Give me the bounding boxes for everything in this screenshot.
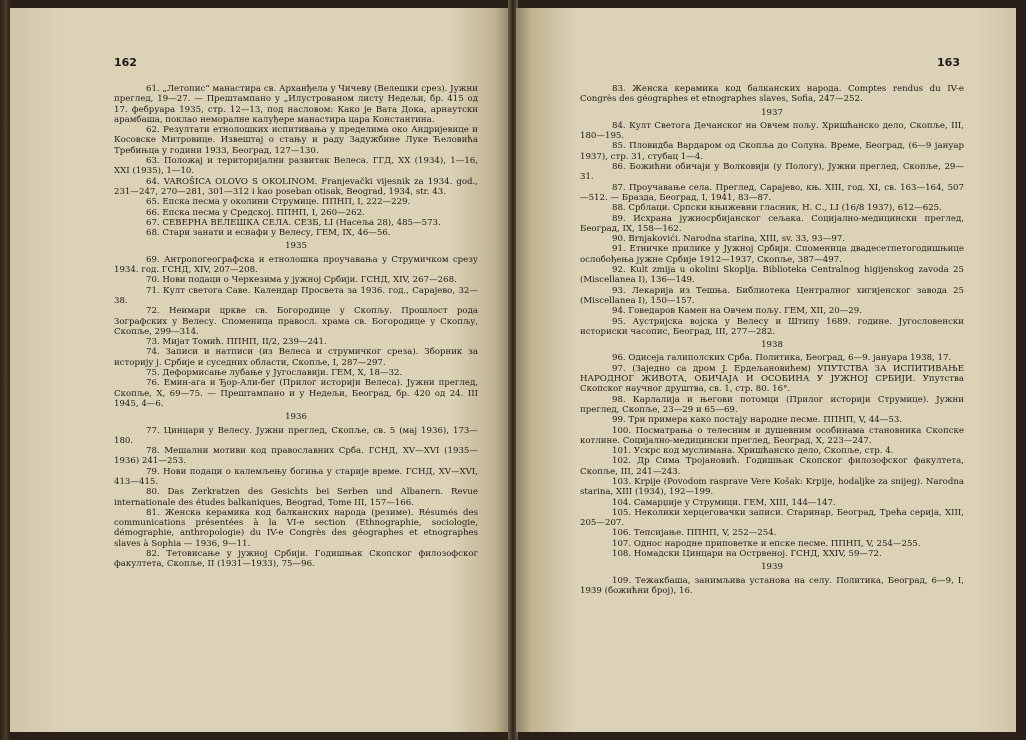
left-page-content: [114, 84, 478, 570]
bibliography-entry: 108. Номадски Цинцари на Острвеној. ГСНД, XXIV, 59—72.: [612, 549, 882, 560]
bibliography-entry: 109. Тежакбаша, занимљива установа на селу. Политика, Београд, 6—9, I, 1939 (божићни број), 16.: [580, 575, 964, 596]
bibliography-entry: 89. Исхрана јужносрбијанског сељака. Социјално-медицински преглед, Београд, IX, 158—162.: [580, 213, 964, 234]
bibliography-entry: 74. Записи и натписи (из Велеса и струмичког среза). Зборник за историју ј. Србије и суседних области, Скопље, I, 287—297.: [114, 347, 478, 368]
bibliography-entry: 72. Неимари цркве св. Богородице у Скопљу. Прошлост рода Зографских у Велесу. Споменица правосл. храма св. Богородице у Скопљу, Скопље, 299—314.: [114, 306, 478, 337]
bibliography-entry: 98. Карлалија и његови потомци (Прилог историји Струмице). Јужни преглед, Скопље, 23—29 и 65—69.: [580, 394, 964, 415]
bibliography-entry: 62. Резултати етнолошких испитивања у пределима око Андријевице и Косовске Митровице. Извештај о стању и раду Задужбине Луке Ћеловића Требињца у години 1933, Београд, 127—130.: [114, 125, 478, 156]
bibliography-entry: 79. Нови подаци о калемљењу богиња у старије време. ГСНД, XV—XVI, 413—415.: [114, 466, 478, 487]
bibliography-entry: 100. Посматрања о телесним и душевним особинама становника Скопске котлине. Социјално-медицински преглед, Београд, X, 223—247.: [580, 425, 964, 446]
bibliography-entry: 85. Пловидба Вардаром од Скопља до Солуна. Време, Београд, (6—9 јануар 1937), стр. 31, стубац 1—4.: [580, 141, 964, 162]
bibliography-entry: 68. Стари занати и еснафи у Велесу, ГЕМ, IX, 46—56.: [146, 228, 391, 239]
bibliography-entry: 107. Однос народне приповетке и епске песме. ППНП, V, 254—255.: [612, 538, 921, 549]
left-page: [10, 8, 510, 732]
bibliography-entry: 105. Неколики херцеговачки записи. Старинар, Београд, Трећа серија, XIII, 205—207.: [580, 507, 964, 529]
bibliography-entry: 95. Аустријска војска у Велесу и Штипу 1689. године. Југословенски историски часопис, Београд, III, 277—282.: [580, 316, 964, 337]
bibliography-entry: 75. Деформисање лубање у Југославији. ГЕМ, X, 18—32.: [146, 368, 403, 379]
bibliography-entry: 104. Самарџије у Струмици. ГЕМ, XIII, 144—147.: [612, 497, 836, 508]
year-heading: 1936: [285, 412, 307, 423]
bibliography-entry: 66. Епска песма у Средској. ППНП, I, 260—262.: [146, 207, 365, 218]
bibliography-entry: 76. Емин-ага и Ђор-Али-бег (Прилог историји Велеса). Јужни преглед, Скопље, X, 69—75. — Прештампано и у Недељи, Београд, бр. 420 од 24. III 1945, 4—6.: [114, 378, 478, 409]
year-heading: 1935: [285, 241, 307, 252]
bibliography-entry: 67. СЕВЕРНА ВЕЛЕШКА СЕЛА. СЕЗБ, LI (Насеља 28), 485—573.: [146, 217, 441, 228]
bibliography-entry: 91. Етничке прилике у Јужној Србији. Споменица двадесетпетогодишњице ослобођења јужне Србије 1912—1937, Скопље, 387—497.: [580, 244, 964, 265]
bibliography-entry: 88. Срблаци. Српски књижевни гласник, Н. С., LI (16/8 1937), 612—625.: [612, 203, 942, 214]
page-number: 163: [937, 56, 960, 69]
bibliography-entry: 94. Говедаров Камен на Овчем пољу. ГЕМ, XII, 20—29.: [612, 306, 862, 317]
bibliography-entry: 90. Brnjakovići. Narodna starina, XIII, sv. 33, 93—97.: [612, 234, 846, 245]
bibliography-entry: 97. (Заједно са дром J. Ердељановићем) УПУТСТВА ЗА ИСПИТИВАЊЕ НАРОДНОГ ЖИВОТА, ОБИЧАЈА И ОСОБИНА У ЈУЖНОЈ СРБИЈИ. Упутства Скопског научног друштва, св. 1, стр. 80. 16°.: [580, 363, 964, 395]
page-number: 162: [114, 56, 137, 69]
bibliography-entry: 101. Ускрс код муслимана. Хришћанско дело, Скопље, стр. 4.: [612, 446, 894, 457]
bibliography-entry: 103. Krpije (Povodom rasprave Vere Košak: Krpije, hodalјke za snijeg). Narodna starina, XIII (1934), 192—199.: [580, 476, 964, 498]
bibliography-entry: 86. Божићни обичаји у Волковији (у Пологу), Јужни преглед, Скопље, 29—31.: [580, 162, 964, 183]
bibliography-entry: 84. Култ Светога Дечанског на Овчем пољу. Хришћанско дело, Скопље, III, 180—195.: [580, 120, 964, 142]
bibliography-entry: 77. Цинцари у Велесу. Јужни преглед, Скопље, св. 5 (мај 1936), 173—180.: [114, 425, 478, 446]
bibliography-entry: 92. Kult zmija u okolini Skoplja. Biblioteka Centralnog higijenskog zavoda 25 (Miscellanea I), 136—149.: [580, 265, 964, 286]
bibliography-entry: 87. Проучавање села. Преглед, Сарајево, књ. XIII, год. XI, св. 163—164, 507—512. — Бразда, Београд, I, 1941, 83—87.: [580, 182, 964, 203]
right-page: [516, 8, 1016, 732]
bibliography-entry: 78. Мешални мотиви код православних Срба. ГСНД, XV—XVI (1935—1936) 241—253.: [114, 446, 478, 467]
bibliography-entry: 102. Др Сима Тројановић. Годишњак Скопског филозофског факултета, Скопље, III, 241—243.: [580, 456, 964, 477]
bibliography-entry: 63. Положај и територијални развитак Велеса. ГГД, XX (1934), 1—16, XXI (1935), 1—10.: [114, 156, 478, 177]
bibliography-entry: 93. Лекарија из Тешња. Библиотека Централног хигијенског завода 25 (Miscellanea I), 150—157.: [580, 285, 964, 306]
year-heading: 1938: [761, 340, 783, 351]
bibliography-entry: 83. Женска керамика код балканских народа. Comptes rendus du IV-e Congrès des géographes et etnographes slaves, Sofia, 247—252.: [580, 84, 964, 105]
bibliography-entry: 70. Нови подаци о Черкезима у јужној Србији. ГСНД, XIV, 267—268.: [146, 275, 457, 286]
bibliography-entry: 64. VAROŠICA OLOVO S OKOLINOM. Franjevački vijesnik za 1934. god., 231—247, 270—281, 301—312 i kao poseban otisak, Beograd, 1934, str. 43.: [114, 176, 478, 197]
bibliography-entry: 96. Одисеја галиполских Срба. Политика, Београд, 6—9. јануара 1938, 17.: [612, 353, 952, 364]
bibliography-entry: 80. Das Zerkratzen des Gesichts bei Serben und Albanern. Revue internationale des études balkaniques, Beograd, Tome III, 157—166.: [114, 487, 478, 508]
year-heading: 1939: [761, 562, 783, 573]
bibliography-entry: 99. Три примера како постају народне песме. ППНП, V, 44—53.: [612, 415, 903, 426]
bibliography-entry: 69. Антропогеографска и етнолошка проучавања у Струмичком срезу 1934. год. ГСНД, XIV, 207—208.: [114, 254, 478, 276]
year-heading: 1937: [761, 107, 783, 118]
bibliography-entry: 71. Култ светога Саве. Календар Просвета за 1936. год., Сарајево, 32—38.: [114, 285, 478, 306]
bibliography-entry: 73. Мијат Томић. ППНП, II/2, 239—241.: [146, 337, 327, 348]
bibliography-entry: 81. Женска керамика код балканских народа (резиме). Résumés des communications présentées à la VI-e section (Ethnographie, sociologie, démographie, anthropologie) du IV-e Congrès des géographes et etnographes slaves à Sophia — 1936, 9—11.: [114, 507, 478, 549]
bibliography-entry: 61. „Летопис“ манастира св. Арханђела у Чичеву (Велешки срез). Јужни преглед, 19—27. — Прештампано у „Илустрованом листу Недељи, бр. 415 од 17. фебруара 1935, стр. 12—13, под насловом: Како је Вата Дока, арнаутски арамбаша, поклао неморалне калуђере манастира цара Константина.: [114, 84, 478, 125]
bibliography-entry: 82. Тетовисање у јужној Србији. Годишњак Скопског филозофског факултета, Скопље, II (1931—1933), 75—96.: [114, 549, 478, 570]
right-page-content: [580, 84, 964, 596]
bibliography-entry: 65. Епска песма у околини Струмице. ППНП, I, 222—229.: [146, 197, 411, 208]
bibliography-entry: 106. Тепсијање. ППНП, V, 252—254.: [612, 528, 777, 539]
